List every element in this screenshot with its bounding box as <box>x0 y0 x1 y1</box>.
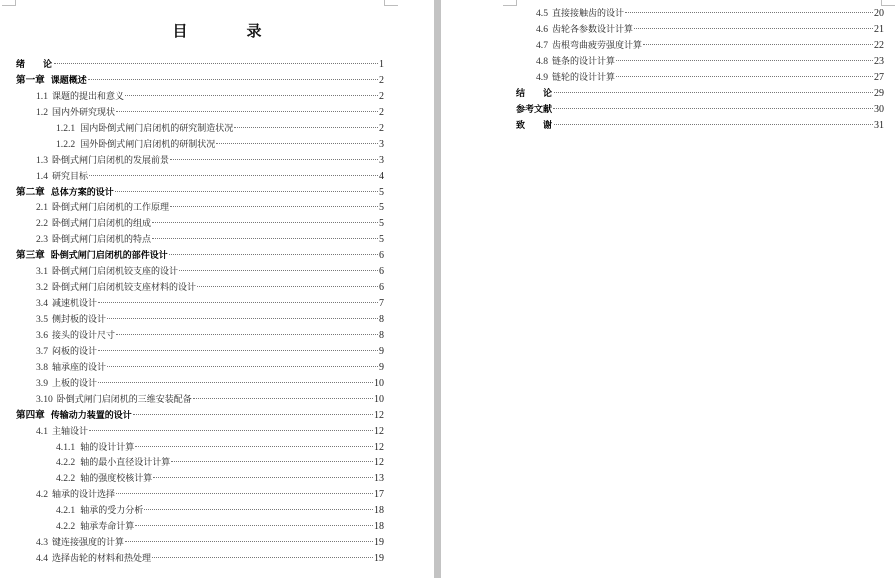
toc-entry[interactable] <box>16 312 384 328</box>
toc-entry[interactable] <box>16 105 384 121</box>
dot-leader <box>153 477 373 478</box>
toc-entry-title: 轴承的受力分析 <box>80 506 144 517</box>
toc-entry-number: 4.5 <box>536 8 548 19</box>
toc-entry-page-number: 3 <box>379 138 384 150</box>
toc-entry[interactable] <box>516 6 884 22</box>
dot-leader <box>197 286 378 287</box>
toc-entry-number: 4.9 <box>536 71 548 83</box>
toc-entry-title: 参考文献 <box>516 104 553 115</box>
dot-leader <box>193 398 373 399</box>
dot-leader <box>116 334 378 335</box>
toc-entry-page-number: 6 <box>379 250 384 262</box>
toc-entry-number: 4.6 <box>536 23 548 35</box>
dot-leader <box>107 366 378 367</box>
dot-leader <box>171 461 373 462</box>
dot-leader <box>179 270 378 271</box>
dot-leader <box>135 446 373 447</box>
toc-entry-title: 齿轮各参数设计计算 <box>552 24 634 35</box>
toc-entry-page-number: 30 <box>874 103 884 115</box>
dot-leader <box>116 111 378 112</box>
toc-entry-page-number: 18 <box>374 521 384 533</box>
toc-entry-title: 国内卧倒式闸门启闭机的研究制造状况 <box>80 123 234 134</box>
toc-entry-number: 4.2.1 <box>56 505 76 517</box>
toc-entry-title: 传输动力装置的设计 <box>50 410 132 421</box>
dot-leader <box>144 509 373 510</box>
dot-leader <box>133 414 373 415</box>
toc-entry-page-number: 10 <box>374 393 384 405</box>
toc-entry-title: 卧倒式闸门启闭机的工作原理 <box>52 203 170 214</box>
toc-list-left <box>16 57 384 567</box>
toc-entry-page-number: 8 <box>379 314 384 325</box>
toc-entry-number: 4.1.1 <box>56 441 76 453</box>
toc-entry-page-number: 27 <box>874 71 884 83</box>
toc-entry-number: 1.1 <box>36 90 48 102</box>
toc-entry-title: 轴承寿命计算 <box>80 522 135 533</box>
toc-entry-number: 2.1 <box>36 202 48 214</box>
toc-entry-number: 3.6 <box>36 329 48 341</box>
margin-corner-mark <box>503 0 517 6</box>
toc-entry-title: 轴的最小直径设计计算 <box>80 458 171 469</box>
toc-entry-number: 3.5 <box>36 314 48 325</box>
toc-entry[interactable] <box>516 118 884 134</box>
toc-entry-number: 1.4 <box>36 170 48 182</box>
toc-entry-title: 减速机设计 <box>52 299 98 310</box>
dot-leader <box>54 63 378 64</box>
toc-entry-title: 轴承座的设计 <box>52 362 107 373</box>
toc-entry-title: 直接接触齿的设计 <box>552 9 625 19</box>
dot-leader <box>116 493 373 494</box>
toc-entry[interactable] <box>16 408 384 424</box>
toc-entry[interactable] <box>16 360 384 376</box>
toc-entry[interactable] <box>16 503 384 519</box>
toc-entry[interactable] <box>16 392 384 408</box>
dot-leader <box>98 302 378 303</box>
dot-leader <box>152 222 378 223</box>
document-page-right <box>441 0 895 578</box>
toc-entry-page-number: 5 <box>379 234 384 246</box>
dot-leader <box>170 159 378 160</box>
toc-entry-number: 1.2.2 <box>56 138 76 150</box>
dot-leader <box>616 76 873 77</box>
dot-leader <box>125 541 373 542</box>
toc-entry-page-number: 18 <box>374 505 384 517</box>
toc-entry-page-number: 23 <box>874 55 884 67</box>
toc-entry-number: 4.1 <box>36 425 48 437</box>
toc-entry-title: 课题概述 <box>50 75 87 86</box>
toc-entry-number: 第一章 <box>16 74 45 86</box>
dot-leader <box>89 175 378 176</box>
toc-entry-number: 3.7 <box>36 345 48 357</box>
toc-entry-number: 4.2.2 <box>56 473 76 485</box>
toc-entry-page-number: 12 <box>374 409 384 421</box>
toc-entry-page-number: 20 <box>874 8 884 19</box>
dot-leader <box>88 79 378 80</box>
toc-entry[interactable] <box>516 86 884 102</box>
toc-entry[interactable] <box>16 487 384 503</box>
toc-entry-page-number: 12 <box>374 425 384 437</box>
toc-entry-number: 3.4 <box>36 298 48 310</box>
toc-entry-page-number: 29 <box>874 87 884 99</box>
toc-entry[interactable] <box>16 535 384 551</box>
toc-entry-title: 选择齿轮的材料和热处理 <box>52 554 152 565</box>
toc-entry-number: 2.3 <box>36 234 48 246</box>
toc-entry-page-number: 19 <box>374 537 384 549</box>
toc-entry[interactable] <box>16 344 384 360</box>
toc-entry-page-number: 2 <box>379 90 384 102</box>
toc-entry-number: 第三章 <box>16 250 45 262</box>
toc-entry[interactable] <box>16 169 384 185</box>
toc-entry-page-number: 13 <box>374 473 384 485</box>
toc-entry-page-number: 10 <box>374 377 384 389</box>
toc-title: 目 录 <box>172 22 284 40</box>
toc-entry-title: 卧倒式闸门启闭机的发展前景 <box>52 155 170 166</box>
toc-entry-page-number: 5 <box>379 202 384 214</box>
toc-entry[interactable] <box>16 248 384 264</box>
toc-entry[interactable] <box>16 185 384 201</box>
toc-entry[interactable] <box>16 296 384 312</box>
toc-entry[interactable] <box>16 424 384 440</box>
toc-entry[interactable] <box>16 376 384 392</box>
toc-entry-page-number: 2 <box>379 106 384 118</box>
toc-entry-page-number: 19 <box>374 553 384 565</box>
dot-leader <box>634 28 873 29</box>
toc-entry-page-number: 5 <box>379 218 384 230</box>
margin-corner-mark <box>2 0 16 6</box>
toc-entry[interactable] <box>16 73 384 89</box>
toc-entry-title: 绪论 <box>16 60 71 70</box>
toc-entry-page-number: 21 <box>874 23 884 35</box>
toc-entry[interactable] <box>516 102 884 118</box>
toc-entry-number: 1.2.1 <box>56 122 76 134</box>
toc-entry-title: 国内外研究现状 <box>52 107 116 118</box>
toc-entry-title: 上板的设计 <box>52 378 98 389</box>
dot-leader <box>554 92 873 93</box>
toc-entry-title: 卧倒式闸门启闭机铰支座的设计 <box>52 267 179 278</box>
toc-entry-number: 4.8 <box>536 55 548 67</box>
toc-entry-page-number: 9 <box>379 361 384 373</box>
toc-entry[interactable] <box>16 264 384 280</box>
dot-leader <box>554 124 873 125</box>
toc-entry[interactable] <box>16 89 384 105</box>
toc-entry-title: 闷板的设计 <box>52 346 98 357</box>
dot-leader <box>89 430 373 431</box>
toc-entry[interactable] <box>16 153 384 169</box>
dot-leader <box>553 108 873 109</box>
dot-leader <box>115 191 378 192</box>
toc-entry-title: 总体方案的设计 <box>50 187 114 198</box>
dot-leader <box>135 525 373 526</box>
toc-entry[interactable] <box>16 551 384 567</box>
dot-leader <box>170 206 378 207</box>
dot-leader <box>216 143 378 144</box>
toc-entry[interactable] <box>516 54 884 70</box>
toc-entry-page-number: 12 <box>374 457 384 469</box>
document-page-left <box>0 0 434 578</box>
toc-entry-title: 国外卧倒式闸门启闭机的研制状况 <box>80 139 216 150</box>
toc-entry-page-number: 22 <box>874 39 884 51</box>
toc-entry-page-number: 1 <box>379 59 384 70</box>
toc-entry-title: 键连接强度的计算 <box>52 538 125 549</box>
toc-entry-title: 卧倒式闸门启闭机的部件设计 <box>50 251 168 262</box>
dot-leader <box>234 127 378 128</box>
toc-entry-title: 轴的设计计算 <box>80 442 135 453</box>
toc-entry-page-number: 4 <box>379 170 384 182</box>
toc-entry-number: 第四章 <box>16 409 45 421</box>
toc-entry-page-number: 6 <box>379 266 384 278</box>
dot-leader <box>152 238 378 239</box>
dot-leader <box>98 350 378 351</box>
toc-entry-title: 研究目标 <box>52 171 89 182</box>
dot-leader <box>98 382 373 383</box>
toc-entry[interactable] <box>516 22 884 38</box>
toc-entry[interactable] <box>16 57 384 73</box>
toc-entry-number: 1.2 <box>36 106 48 118</box>
toc-entry-title: 轴的强度校核计算 <box>80 474 153 485</box>
dot-leader <box>643 44 873 45</box>
dot-leader <box>107 318 378 319</box>
toc-entry-page-number: 17 <box>374 489 384 501</box>
toc-entry-number: 4.2.2 <box>56 457 76 469</box>
toc-entry-title: 齿根弯曲疲劳强度计算 <box>552 40 643 51</box>
toc-entry-title: 链条的设计计算 <box>552 56 616 67</box>
toc-entry-page-number: 7 <box>379 298 384 310</box>
toc-entry[interactable] <box>16 455 384 471</box>
toc-entry-page-number: 8 <box>379 329 384 341</box>
toc-entry-number: 4.7 <box>536 39 548 51</box>
dot-leader <box>625 12 873 13</box>
toc-entry-title: 主轴设计 <box>52 426 89 437</box>
dot-leader <box>616 60 873 61</box>
toc-entry-page-number: 31 <box>874 119 884 131</box>
toc-entry-title: 卧倒式闸门启闭机的组成 <box>52 219 152 230</box>
toc-entry-title: 轴承的设计选择 <box>52 490 116 501</box>
toc-entry-number: 2.2 <box>36 218 48 230</box>
toc-entry[interactable] <box>16 137 384 153</box>
toc-entry-title: 链轮的设计计算 <box>552 72 616 83</box>
toc-entry-number: 4.3 <box>36 537 48 549</box>
toc-entry-number: 第二章 <box>16 186 45 198</box>
toc-entry-title: 致谢 <box>516 120 571 131</box>
margin-corner-mark <box>384 0 398 6</box>
toc-entry-title: 结论 <box>516 88 571 99</box>
toc-entry-title: 课题的提出和意义 <box>52 91 125 102</box>
toc-entry-title: 接头的设计尺寸 <box>52 330 116 341</box>
toc-entry-title: 卧倒式闸门启闭机的特点 <box>52 235 152 246</box>
toc-entry-number: 3.8 <box>36 361 48 373</box>
toc-entry[interactable] <box>16 216 384 232</box>
toc-entry[interactable] <box>16 280 384 296</box>
toc-entry[interactable] <box>16 232 384 248</box>
toc-entry-number: 3.10 <box>36 393 53 405</box>
toc-entry[interactable] <box>16 328 384 344</box>
toc-entry-page-number: 6 <box>379 282 384 294</box>
toc-entry-page-number: 5 <box>379 186 384 198</box>
toc-entry[interactable] <box>516 38 884 54</box>
toc-entry-title: 侧封板的设计 <box>52 315 107 325</box>
dot-leader <box>125 95 378 96</box>
toc-entry-page-number: 2 <box>379 74 384 86</box>
toc-entry-number: 4.2 <box>36 489 48 501</box>
toc-entry-number: 4.2.2 <box>56 521 76 533</box>
toc-list-right <box>516 6 884 134</box>
toc-entry[interactable] <box>16 121 384 137</box>
toc-entry-number: 3.9 <box>36 377 48 389</box>
toc-entry-page-number: 3 <box>379 154 384 166</box>
toc-entry[interactable] <box>16 200 384 216</box>
toc-entry[interactable] <box>16 471 384 487</box>
toc-entry-page-number: 12 <box>374 441 384 453</box>
toc-entry-number: 3.1 <box>36 266 48 278</box>
toc-entry[interactable] <box>16 519 384 535</box>
toc-entry-title: 卧倒式闸门启闭机的三维安装配备 <box>56 394 192 405</box>
toc-entry-number: 3.2 <box>36 282 48 294</box>
dot-leader <box>152 557 373 558</box>
toc-entry-number: 1.3 <box>36 154 48 166</box>
toc-entry-page-number: 2 <box>379 122 384 134</box>
toc-entry-page-number: 9 <box>379 345 384 357</box>
toc-entry-title: 卧倒式闸门启闭机铰支座材料的设计 <box>52 283 197 294</box>
dot-leader <box>169 254 378 255</box>
toc-entry[interactable] <box>16 440 384 456</box>
toc-entry-number: 4.4 <box>36 553 48 565</box>
toc-entry[interactable] <box>516 70 884 86</box>
